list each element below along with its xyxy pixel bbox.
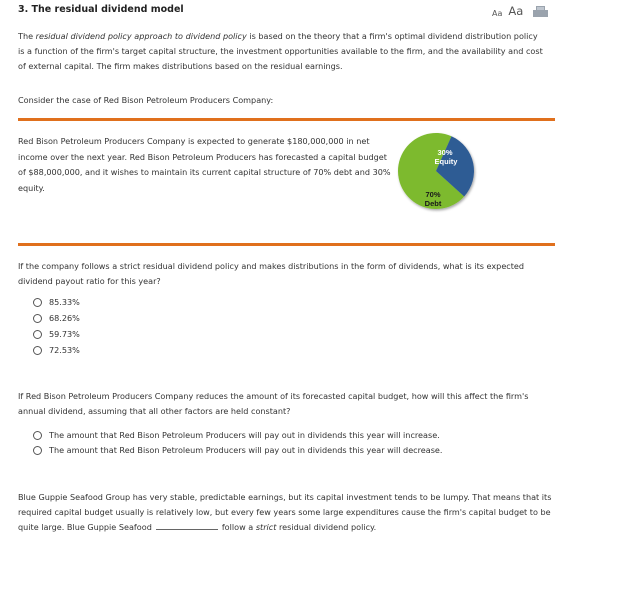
q1-option[interactable] bbox=[33, 313, 80, 323]
q3-paragraph bbox=[18, 490, 552, 535]
q2-option[interactable] bbox=[33, 430, 440, 440]
radio-button[interactable] bbox=[33, 330, 42, 339]
intro-text-a: The bbox=[18, 31, 36, 41]
q1-option[interactable] bbox=[33, 345, 80, 355]
radio-button[interactable] bbox=[33, 446, 42, 455]
debt-pct-label: 70% bbox=[425, 190, 441, 199]
decrease-font-button[interactable]: Aa bbox=[492, 9, 503, 18]
option-label: 59.73% bbox=[49, 329, 80, 339]
intro-text-b: is based on the theory that a firm's optimal dividend distribution policy is a function of the firm's target capital structure, the investment opportunities available to the firm, and the availability and cost of external capital. The firm makes distributions based on the residual earnings. bbox=[18, 31, 543, 71]
divider-bottom bbox=[18, 243, 555, 246]
q1-option[interactable] bbox=[33, 329, 80, 339]
question-title: 3. The residual dividend model bbox=[18, 4, 184, 15]
answer-blank-dropdown[interactable] bbox=[156, 529, 218, 530]
q2-option[interactable] bbox=[33, 445, 443, 455]
intro-italic-term: residual dividend policy approach to dividend policy bbox=[35, 31, 247, 41]
option-label: The amount that Red Bison Petroleum Producers will pay out in dividends this year will increase. bbox=[49, 430, 440, 440]
option-label: The amount that Red Bison Petroleum Producers will pay out in dividends this year will decrease. bbox=[49, 445, 443, 455]
consider-text: Consider the case of Red Bison Petroleum Producers Company: bbox=[18, 95, 274, 105]
q3-text-a: Blue Guppie Seafood Group has very stable, predictable earnings, but its capital investment tends to be lumpy. That means that its required capital budget usually is relatively low, but every few years some large expenditures cause the firm's capital budget to be quite large. Blue Guppie Seafood bbox=[18, 492, 552, 532]
q2-prompt: If Red Bison Petroleum Producers Company reduces the amount of its forecasted capital budget, how will this affect the firm's annual dividend, assuming that all other factors are held constant? bbox=[18, 391, 529, 416]
option-label: 68.26% bbox=[49, 313, 80, 323]
q3-italic-term: strict bbox=[255, 522, 277, 532]
intro-paragraph bbox=[18, 29, 544, 74]
radio-button[interactable] bbox=[33, 298, 42, 307]
radio-button[interactable] bbox=[33, 431, 42, 440]
q1-prompt: If the company follows a strict residual dividend policy and makes distributions in the form of dividends, what is its expected dividend payout ratio for this year? bbox=[18, 261, 525, 286]
radio-button[interactable] bbox=[33, 346, 42, 355]
equity-name-label: Equity bbox=[434, 157, 458, 166]
capital-structure-pie-chart bbox=[396, 131, 478, 213]
option-label: 85.33% bbox=[49, 297, 80, 307]
debt-name-label: Debt bbox=[424, 199, 442, 208]
case-description: Red Bison Petroleum Producers Company is expected to generate $180,000,000 in net income over the next year. Red Bison Petroleum Producers has forecasted a capital budget of $88,000,000, and it wishes to maintain its current capital structure of 70% debt and 30% equity. bbox=[18, 136, 391, 193]
q3-text-b: follow a bbox=[221, 522, 256, 532]
divider-top bbox=[18, 118, 555, 121]
radio-button[interactable] bbox=[33, 314, 42, 323]
option-label: 72.53% bbox=[49, 345, 80, 355]
equity-pct-label: 30% bbox=[437, 148, 453, 157]
print-icon[interactable] bbox=[533, 6, 548, 18]
font-size-controls bbox=[492, 4, 548, 18]
q1-option[interactable] bbox=[33, 297, 80, 307]
q3-text-c: residual dividend policy. bbox=[276, 522, 377, 532]
increase-font-button[interactable]: Aa bbox=[508, 4, 524, 18]
